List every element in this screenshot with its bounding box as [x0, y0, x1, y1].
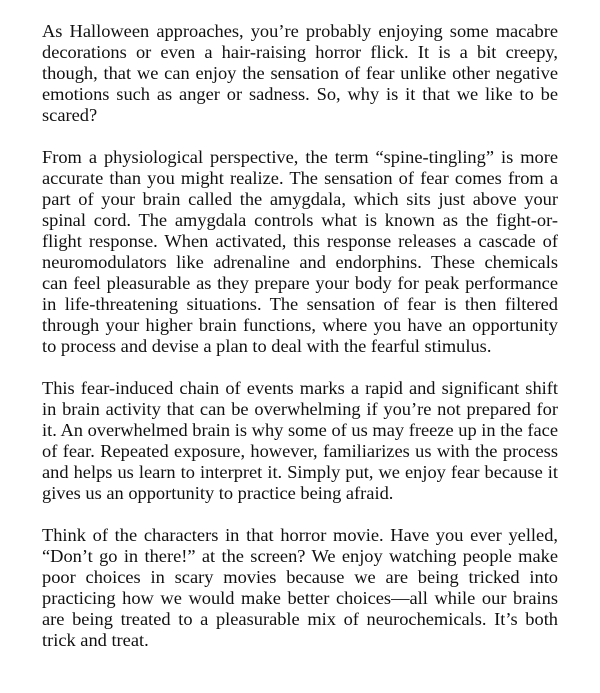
- text-line: Think of the characters in that horror movie. Have you ever yelled,: [42, 525, 558, 545]
- text-line: decorations or even a hair-raising horror flick. It is a bit creepy,: [42, 42, 558, 62]
- paragraph: [42, 378, 558, 504]
- paragraph: [42, 21, 558, 126]
- text-line: accurate than you might realize. The sensation of fear comes from a: [42, 168, 558, 188]
- text-line: emotions such as anger or sadness. So, why is it that we like to be: [42, 84, 558, 104]
- paragraph: [42, 147, 558, 357]
- text-line: part of your brain called the amygdala, which sits just above your: [42, 189, 558, 209]
- text-line: From a physiological perspective, the term “spine-tingling” is more: [42, 147, 558, 167]
- text-line: and helps us learn to interpret it. Simply put, we enjoy fear because it: [42, 462, 558, 482]
- text-line: neuromodulators like adrenaline and endorphins. These chemicals: [42, 252, 558, 272]
- text-line: gives us an opportunity to practice being afraid.: [42, 483, 394, 503]
- text-line: in life-threatening situations. The sensation of fear is then filtered: [42, 294, 558, 314]
- text-line: scared?: [42, 105, 98, 125]
- paragraph: [42, 525, 558, 651]
- text-line: to process and devise a plan to deal with the fearful stimulus.: [42, 336, 492, 356]
- document-body: [42, 21, 558, 672]
- text-line: in brain activity that can be overwhelming if you’re not prepared for: [42, 399, 558, 419]
- text-line: “Don’t go in there!” at the screen? We enjoy watching people make: [42, 546, 558, 566]
- text-line: flight response. When activated, this response releases a cascade of: [42, 231, 558, 251]
- text-line: As Halloween approaches, you’re probably enjoying some macabre: [42, 21, 558, 41]
- text-line: This fear-induced chain of events marks a rapid and significant shift: [42, 378, 558, 398]
- text-line: it. An overwhelmed brain is why some of us may freeze up in the face: [42, 420, 558, 440]
- text-line: spinal cord. The amygdala controls what is known as the fight-or-: [42, 210, 558, 230]
- text-line: though, that we can enjoy the sensation of fear unlike other negative: [42, 63, 558, 83]
- text-line: poor choices in scary movies because we are being tricked into: [42, 567, 558, 587]
- text-line: can feel pleasurable as they prepare your body for peak performance: [42, 273, 558, 293]
- text-line: practicing how we would make better choices—all while our brains: [42, 588, 558, 608]
- text-line: trick and treat.: [42, 630, 149, 650]
- text-line: are being treated to a pleasurable mix of neurochemicals. It’s both: [42, 609, 558, 629]
- text-line: of fear. Repeated exposure, however, familiarizes us with the process: [42, 441, 558, 461]
- text-line: through your higher brain functions, where you have an opportunity: [42, 315, 558, 335]
